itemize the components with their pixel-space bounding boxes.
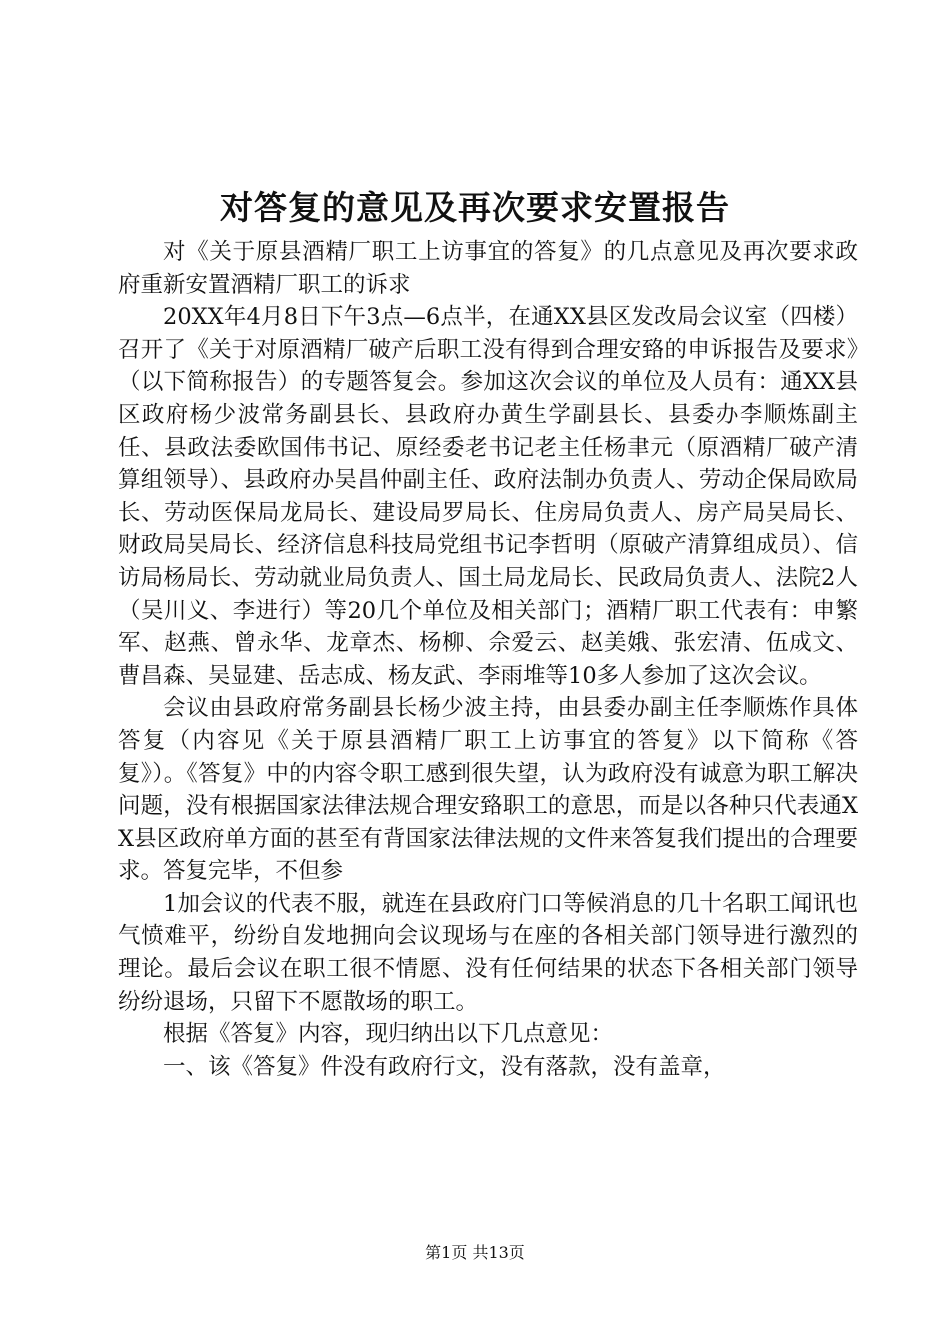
paragraph: 一、该《答复》件没有政府行文，没有落款，没有盖章， [163,1053,726,1080]
paragraph: 根据《答复》内容，现归纳出以下几点意见： [163,1021,614,1048]
page-number-footer: 第1页 共13页 [425,1243,525,1262]
document-title: 对答复的意见及再次要求安置报告 [220,188,730,227]
paragraph: 20XX年4月8日下午3点—6点半，在通XX县区发改局会议室（四楼）召开了《关于对原酒精厂破产后职工没有得到合理安臵的申诉报告及要求》（以下简称报告）的专题答复会。参加这次会议的单位及人员有：通XX县区政府杨少波常务副县长、县政府办黄生学副县长、县委办李顺炼副主任、县政法委欧国伟书记、原经委老书记老主任杨聿元（原酒精厂破产清算组领导）、县政府办吴昌仲副主任、政府法制办负责人、劳动企保局欧局长、劳动医保局龙局长、建设局罗局长、住房局负责人、房产局吴局长、财政局吴局长、经济信息科技局党组书记李哲明（原破产清算组成员）、信访局杨局长、劳动就业局负责人、国土局龙局长、民政局负责人、法院2人（吴川义、李进行）等20几个单位及相关部门；酒精厂职工代表有：申繁军、赵燕、曾永华、龙章杰、杨柳、佘爱云、赵美娥、张宏清、伍成文、曹昌森、吴显建、岳志成、杨友武、李雨堆等10多人参加了这次会议。 [118,304,858,689]
paragraph: 对《关于原县酒精厂职工上访事宜的答复》的几点意见及再次要求政府重新安置酒精厂职工的诉求 [118,239,858,298]
document-body [118,236,858,1083]
paragraph: 1加会议的代表不服，就连在县政府门口等候消息的几十名职工闻讯也气愤难平，纷纷自发地拥向会议现场与在座的各相关部门领导进行激烈的理论。最后会议在职工很不情愿、没有任何结果的状态下各相关部门领导纷纷退场，只留下不愿散场的职工。 [118,890,858,1015]
paragraph: 会议由县政府常务副县长杨少波主持，由县委办副主任李顺炼作具体答复（内容见《关于原县酒精厂职工上访事宜的答复》以下简称《答复》）。《答复》中的内容令职工感到很失望，认为政府没有诚意为职工解决问题，没有根据国家法律法规合理安臵职工的意思，而是以各种只代表通XX县区政府单方面的甚至有背国家法律法规的文件来答复我们提出的合理要求。答复完毕，不但参 [118,695,858,885]
